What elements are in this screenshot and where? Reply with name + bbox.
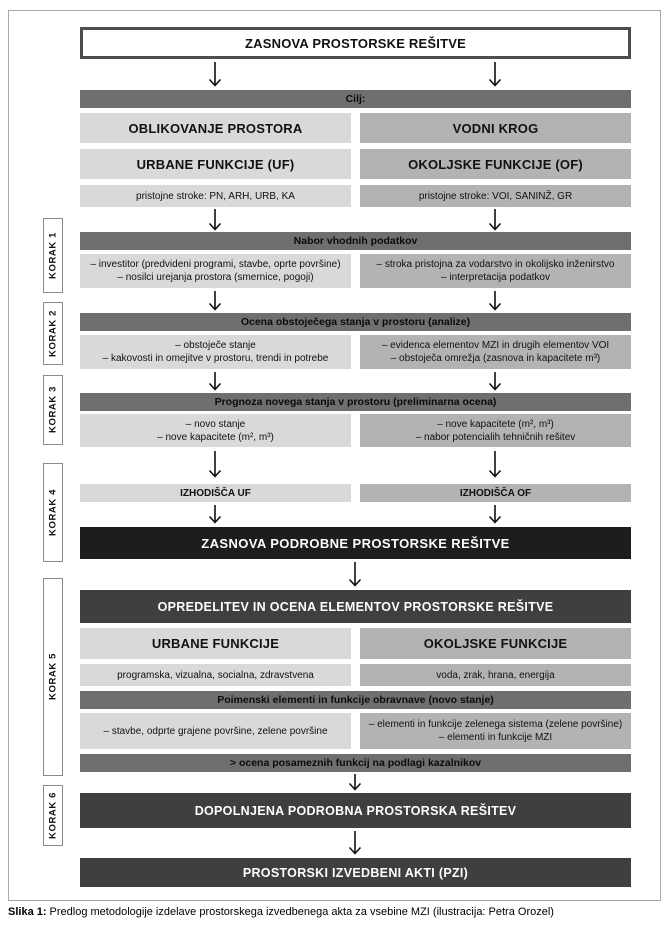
final-bar: PROSTORSKI IZVEDBENI AKTI (PZI)	[80, 858, 631, 887]
step2-left-box	[80, 335, 351, 369]
right-professions-box: pristojne stroke: VOI, SANINŽ, GR	[360, 185, 631, 207]
left-goal-box: OBLIKOVANJE PROSTORA	[80, 113, 351, 143]
step6-bar: DOPOLNJENA PODROBNA PROSTORSKA REŠITEV	[80, 793, 631, 828]
left-functions-box: URBANE FUNKCIJE (UF)	[80, 149, 351, 179]
step5-left-box	[80, 713, 351, 749]
figure-caption	[8, 906, 662, 918]
step1-left-box	[80, 254, 351, 288]
down-arrow-icon	[207, 209, 223, 231]
down-arrow-icon	[207, 62, 223, 87]
box-line: – evidenca elementov MZI in drugih elementov VOI	[381, 340, 610, 351]
right-goal-box: VODNI KROG	[360, 113, 631, 143]
box-line: – investitor (predvideni programi, stavbe, oprte površine)	[90, 259, 341, 270]
korak-1-label: KORAK 1	[43, 218, 63, 293]
down-arrow-icon	[207, 372, 223, 391]
step5-header-bar: OPREDELITEV IN OCENA ELEMENTOV PROSTORSKE REŠITVE	[80, 590, 631, 623]
down-arrow-icon	[347, 774, 363, 791]
box-line: – stavbe, odprte grajene površine, zelene površine	[103, 725, 328, 737]
step5-right-aspects-box: voda, zrak, hrana, energija	[360, 664, 631, 686]
step4-right-box: IZHODIŠČA OF	[360, 484, 631, 502]
down-arrow-icon	[487, 62, 503, 87]
step5-right-title-box: OKOLJSKE FUNKCIJE	[360, 628, 631, 659]
korak-3-label: KORAK 3	[43, 375, 63, 445]
box-line: – elementi in funkcije MZI	[438, 732, 553, 743]
figure-caption-text: Predlog metodologije izdelave prostorskega izvedbenega akta za vsebine MZI (ilustracija: Petra Orozel)	[49, 906, 554, 918]
down-arrow-icon	[207, 291, 223, 311]
left-professions-box: pristojne stroke: PN, ARH, URB, KA	[80, 185, 351, 207]
korak-4-label: KORAK 4	[43, 463, 63, 562]
step3-bar: Prognoza novega stanja v prostoru (preliminarna ocena)	[80, 393, 631, 411]
down-arrow-icon	[207, 505, 223, 524]
down-arrow-icon	[347, 562, 363, 587]
down-arrow-icon	[347, 831, 363, 855]
step1-bar: Nabor vhodnih podatkov	[80, 232, 631, 250]
diagram-title: ZASNOVA PROSTORSKE REŠITVE	[245, 35, 466, 51]
box-line: – novo stanje	[185, 418, 246, 430]
down-arrow-icon	[207, 451, 223, 478]
step3-left-box	[80, 414, 351, 447]
down-arrow-icon	[487, 209, 503, 231]
down-arrow-icon	[487, 291, 503, 311]
box-line: – nove kapacitete (m², m³)	[437, 418, 554, 430]
korak-2-label: KORAK 2	[43, 302, 63, 365]
down-arrow-icon	[487, 451, 503, 478]
box-line: – nove kapacitete (m², m³)	[157, 431, 274, 443]
step4-result-bar: ZASNOVA PODROBNE PROSTORSKE REŠITVE	[80, 527, 631, 559]
step3-right-box	[360, 414, 631, 447]
goal-bar: Cilj:	[80, 90, 631, 108]
korak-6-label: KORAK 6	[43, 785, 63, 846]
step4-left-box: IZHODIŠČA UF	[80, 484, 351, 502]
box-line: – elementi in funkcije zelenega sistema (zelene površine)	[368, 719, 623, 730]
box-line: – nabor potencialih tehničnih rešitev	[415, 431, 576, 443]
step2-right-box	[360, 335, 631, 369]
step5-mid-bar: Poimenski elementi in funkcije obravnave (novo stanje)	[80, 691, 631, 709]
step5-bottom-bar: > ocena posameznih funkcij na podlagi kazalnikov	[80, 754, 631, 772]
right-functions-box: OKOLJSKE FUNKCIJE (OF)	[360, 149, 631, 179]
step2-bar: Ocena obstoječega stanja v prostoru (analize)	[80, 313, 631, 331]
box-line: – kakovosti in omejitve v prostoru, trendi in potrebe	[102, 353, 329, 364]
title-box	[80, 27, 631, 59]
box-line: – obstoječa omrežja (zasnova in kapacitete m³)	[390, 353, 601, 364]
box-line: – nosilci urejanja prostora (smernice, pogoji)	[117, 272, 314, 283]
step5-right-box	[360, 713, 631, 749]
box-line: – obstoječe stanje	[175, 340, 256, 351]
figure-caption-label: Slika 1:	[8, 906, 47, 918]
step5-left-aspects-box: programska, vizualna, socialna, zdravstvena	[80, 664, 351, 686]
down-arrow-icon	[487, 505, 503, 524]
korak-5-label: KORAK 5	[43, 578, 63, 776]
box-line: – stroka pristojna za vodarstvo in okolijsko inženirstvo	[376, 259, 615, 270]
box-line: – interpretacija podatkov	[441, 272, 550, 283]
down-arrow-icon	[487, 372, 503, 391]
step1-right-box	[360, 254, 631, 288]
step5-left-title-box: URBANE FUNKCIJE	[80, 628, 351, 659]
